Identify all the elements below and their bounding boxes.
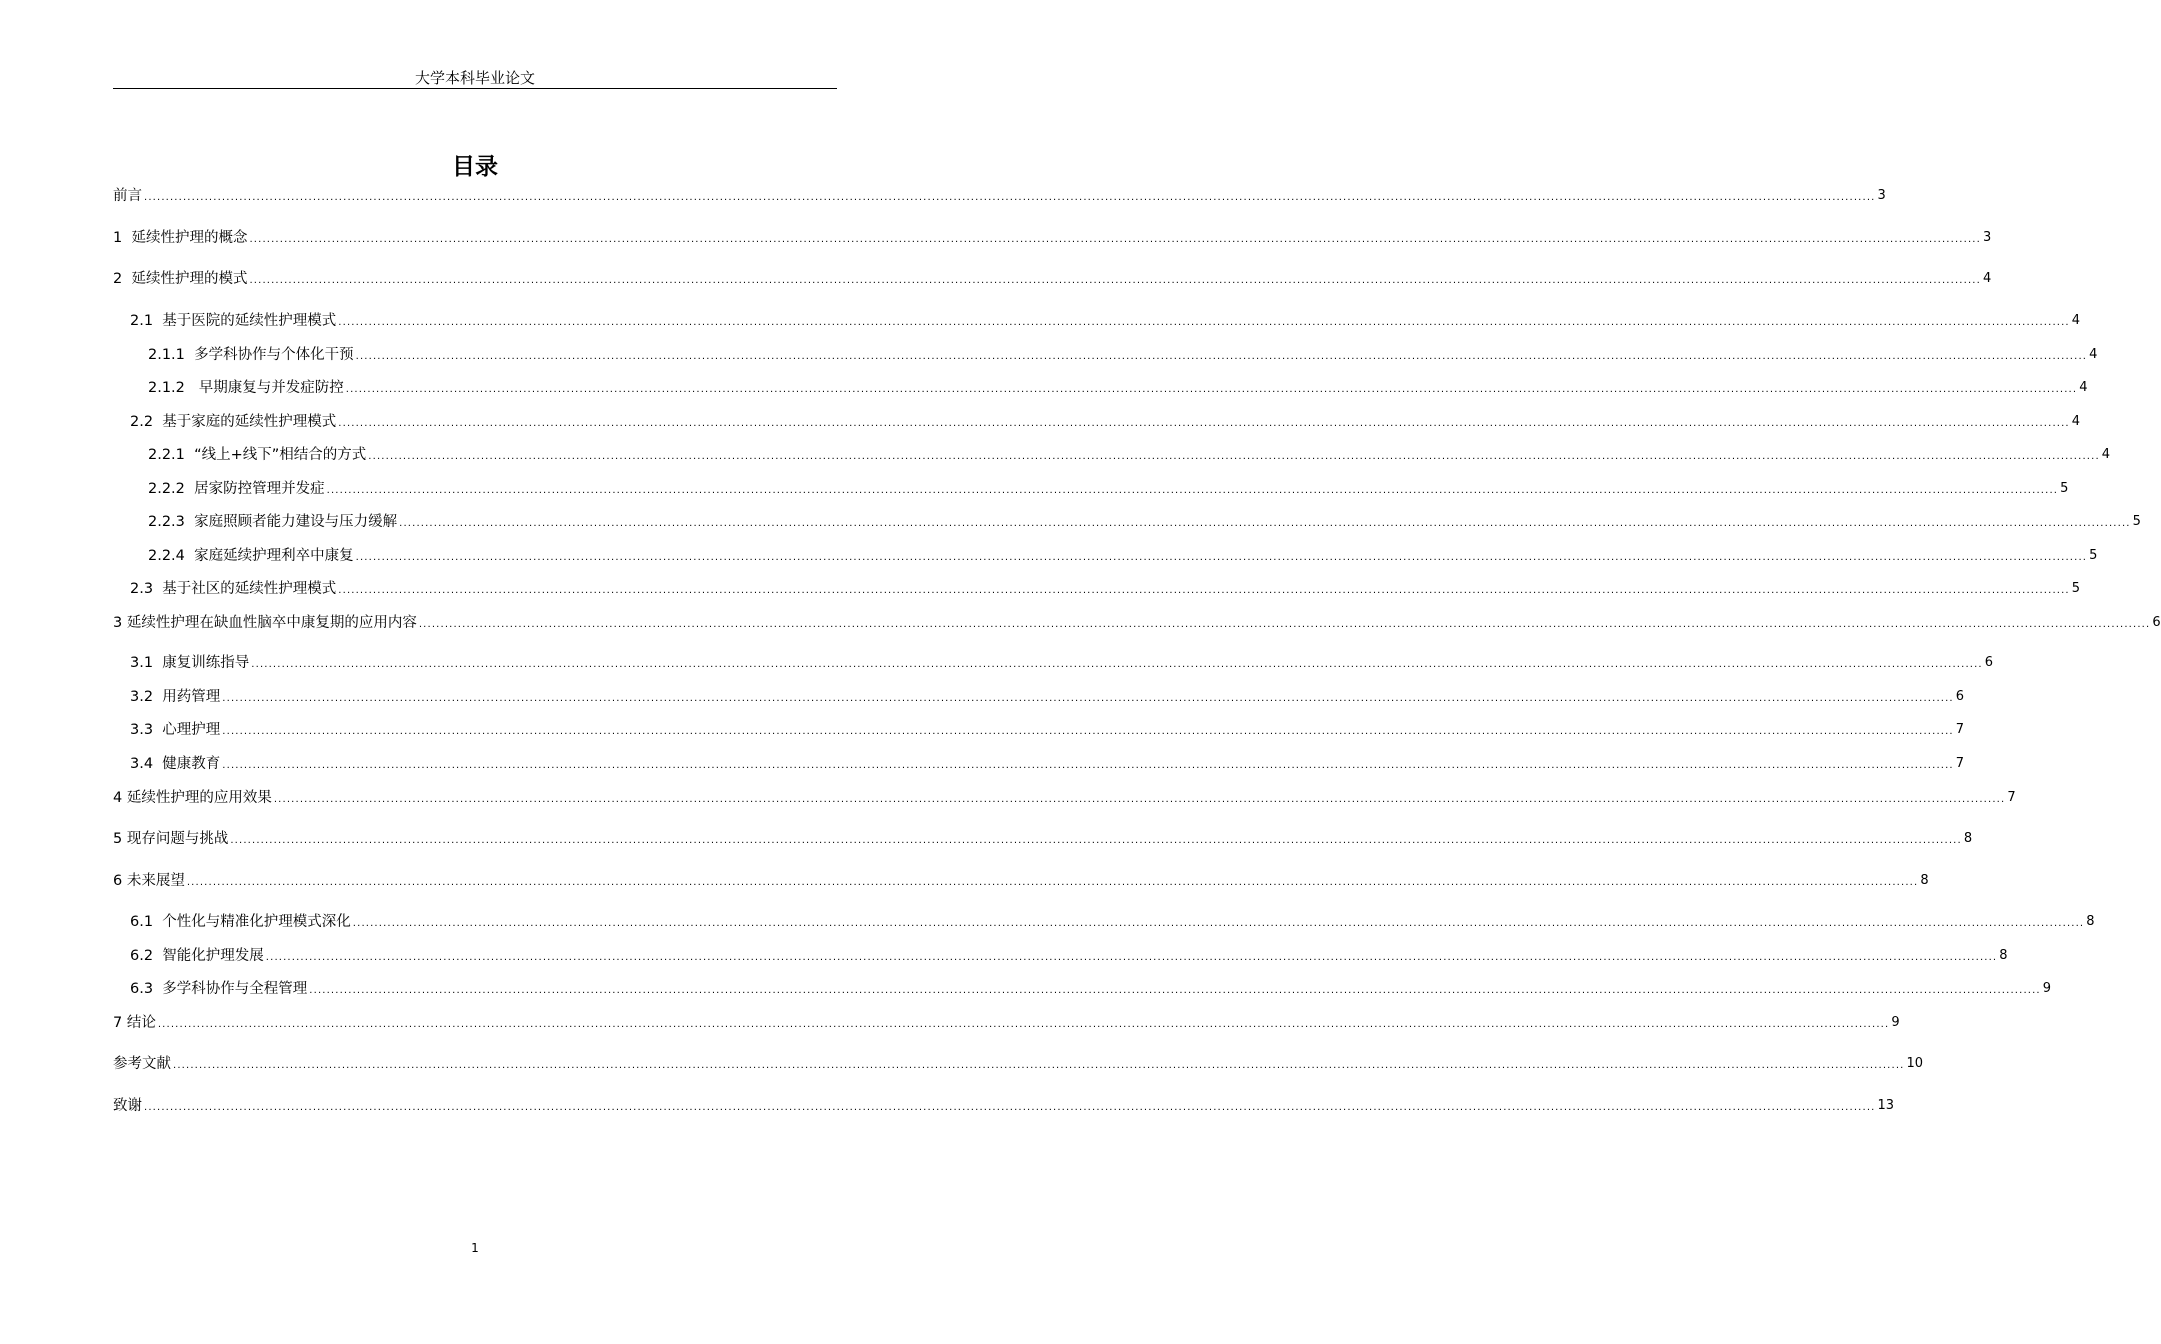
toc-entry[interactable] — [130, 946, 2008, 966]
toc-dot-leader: ................................................................................................................................................................................................................................................................................................................................................................................................................ — [399, 518, 2131, 529]
toc-dot-leader: ................................................................................................................................................................................................................................................................................................................................................................................................................ — [222, 693, 1954, 704]
toc-entry-page: 3 — [1877, 188, 1886, 203]
toc-entry[interactable] — [113, 613, 2161, 633]
toc-entry-label: 2.2 基于家庭的延续性护理模式 — [130, 414, 337, 430]
toc-entry-label: 4 延续性护理的应用效果 — [113, 790, 272, 806]
toc-entry-page: 3 — [1982, 230, 1992, 245]
toc-entry-label: 3.1 康复训练指导 — [130, 655, 250, 671]
running-header: 大学本科毕业论文 — [414, 69, 535, 87]
toc-entry[interactable] — [113, 788, 2016, 808]
toc-entry-label: 3.2 用药管理 — [130, 689, 221, 705]
toc-entry-label: 7 结论 — [113, 1015, 156, 1031]
toc-dot-leader: ................................................................................................................................................................................................................................................................................................................................................................................................................ — [309, 985, 2041, 996]
toc-entry[interactable] — [113, 1054, 1924, 1074]
toc-dot-leader: ................................................................................................................................................................................................................................................................................................................................................................................................................ — [222, 726, 1954, 737]
toc-dot-leader: ................................................................................................................................................................................................................................................................................................................................................................................................................ — [355, 351, 2088, 362]
toc-entry-label: 2.1 基于医院的延续性护理模式 — [130, 313, 337, 329]
toc-dot-leader: ................................................................................................................................................................................................................................................................................................................................................................................................................ — [222, 760, 1954, 771]
toc-entry-label: 前言 — [113, 188, 142, 204]
toc-entry[interactable] — [113, 186, 1886, 206]
toc-entry[interactable] — [130, 687, 1965, 707]
toc-entry-label: 2.3 基于社区的延续性护理模式 — [130, 581, 337, 597]
table-of-contents — [113, 0, 2161, 1200]
toc-entry[interactable] — [130, 912, 2095, 932]
toc-entry-page: 4 — [1982, 271, 1992, 286]
toc-entry-page: 6 — [2152, 615, 2161, 630]
toc-entry-page: 9 — [1891, 1015, 1900, 1030]
toc-entry[interactable] — [130, 412, 2081, 432]
toc-dot-leader: ................................................................................................................................................................................................................................................................................................................................................................................................................ — [157, 1019, 1890, 1030]
toc-entry-label: 1 延续性护理的概念 — [113, 230, 248, 246]
toc-entry-page: 6 — [1984, 655, 1994, 670]
toc-entry-label: 2 延续性护理的模式 — [113, 271, 248, 287]
toc-dot-leader: ................................................................................................................................................................................................................................................................................................................................................................................................................ — [144, 1102, 1876, 1113]
toc-entry-page: 5 — [2132, 514, 2141, 529]
toc-entry-label: 6.2 智能化护理发展 — [130, 948, 264, 964]
toc-dot-leader: ................................................................................................................................................................................................................................................................................................................................................................................................................ — [345, 384, 2078, 395]
toc-entry[interactable] — [130, 653, 1994, 673]
toc-entry-label: 3 延续性护理在缺血性脑卒中康复期的应用内容 — [113, 615, 417, 631]
toc-entry-label: 2.2.3 家庭照顾者能力建设与压力缓解 — [148, 514, 398, 530]
toc-entry[interactable] — [148, 479, 2069, 499]
toc-entry-label: 5 现存问题与挑战 — [113, 831, 229, 847]
toc-entry[interactable] — [130, 754, 1965, 774]
toc-dot-leader: ................................................................................................................................................................................................................................................................................................................................................................................................................ — [352, 918, 2085, 929]
toc-dot-leader: ................................................................................................................................................................................................................................................................................................................................................................................................................ — [249, 234, 1981, 245]
toc-dot-leader: ................................................................................................................................................................................................................................................................................................................................................................................................................ — [251, 659, 1983, 670]
toc-entry-page: 8 — [1999, 948, 2008, 963]
toc-entry-label: 3.3 心理护理 — [130, 722, 221, 738]
toc-entry[interactable] — [130, 720, 1965, 740]
toc-entry[interactable] — [148, 546, 2098, 566]
toc-dot-leader: ................................................................................................................................................................................................................................................................................................................................................................................................................ — [418, 619, 2151, 630]
toc-entry-page: 7 — [1955, 722, 1965, 737]
toc-entry-label: 6 未来展望 — [113, 873, 185, 889]
toc-dot-leader: ................................................................................................................................................................................................................................................................................................................................................................................................................ — [326, 485, 2059, 496]
toc-entry-label: 6.3 多学科协作与全程管理 — [130, 981, 308, 997]
toc-dot-leader: ................................................................................................................................................................................................................................................................................................................................................................................................................ — [249, 275, 1981, 286]
toc-dot-leader: ................................................................................................................................................................................................................................................................................................................................................................................................................ — [338, 418, 2070, 429]
toc-entry-label: 2.1.1 多学科协作与个体化干预 — [148, 347, 354, 363]
toc-dot-leader: ................................................................................................................................................................................................................................................................................................................................................................................................................ — [338, 585, 2070, 596]
toc-entry-page: 8 — [1920, 873, 1929, 888]
toc-title: 目录 — [452, 154, 498, 180]
toc-entry-page: 4 — [2079, 380, 2088, 395]
toc-entry[interactable] — [148, 445, 2111, 465]
toc-entry-page: 5 — [2089, 548, 2098, 563]
toc-entry-label: 致谢 — [113, 1098, 142, 1114]
toc-entry-label: 参考文献 — [113, 1056, 171, 1072]
toc-entry-page: 4 — [2071, 313, 2081, 328]
toc-entry-label: 2.2.1 “线上+线下”相结合的方式 — [148, 447, 367, 463]
toc-entry[interactable] — [148, 345, 2098, 365]
toc-dot-leader: ................................................................................................................................................................................................................................................................................................................................................................................................................ — [144, 192, 1876, 203]
toc-entry-page: 4 — [2089, 347, 2098, 362]
toc-entry[interactable] — [148, 378, 2088, 398]
toc-entry-page: 7 — [2007, 790, 2016, 805]
toc-dot-leader: ................................................................................................................................................................................................................................................................................................................................................................................................................ — [368, 451, 2100, 462]
toc-entry[interactable] — [113, 1096, 1895, 1116]
toc-entry-page: 6 — [1955, 689, 1965, 704]
toc-dot-leader: ................................................................................................................................................................................................................................................................................................................................................................................................................ — [173, 1060, 1905, 1071]
toc-entry[interactable] — [130, 979, 2052, 999]
toc-entry[interactable] — [113, 228, 1992, 248]
toc-entry-page: 4 — [2101, 447, 2111, 462]
toc-entry[interactable] — [130, 579, 2081, 599]
toc-entry-label: 2.2.4 家庭延续护理利卒中康复 — [148, 548, 354, 564]
page-number: 1 — [471, 1241, 479, 1255]
toc-entry[interactable] — [113, 1013, 1900, 1033]
toc-entry-page: 5 — [2071, 581, 2081, 596]
toc-entry-page: 8 — [2086, 914, 2095, 929]
toc-entry[interactable] — [113, 871, 1929, 891]
toc-entry-page: 4 — [2071, 414, 2081, 429]
toc-dot-leader: ................................................................................................................................................................................................................................................................................................................................................................................................................ — [265, 952, 1998, 963]
toc-dot-leader: ................................................................................................................................................................................................................................................................................................................................................................................................................ — [273, 794, 2006, 805]
toc-entry[interactable] — [113, 269, 1992, 289]
toc-entry-page: 13 — [1877, 1098, 1895, 1113]
toc-entry-label: 6.1 个性化与精准化护理模式深化 — [130, 914, 351, 930]
toc-entry-page: 7 — [1955, 756, 1965, 771]
toc-dot-leader: ................................................................................................................................................................................................................................................................................................................................................................................................................ — [186, 877, 1919, 888]
toc-entry-label: 3.4 健康教育 — [130, 756, 221, 772]
toc-entry-page: 10 — [1906, 1056, 1924, 1071]
toc-entry-page: 8 — [1963, 831, 1973, 846]
toc-entry-label: 2.2.2 居家防控管理并发症 — [148, 481, 325, 497]
toc-entry[interactable] — [148, 512, 2141, 532]
toc-entry-label: 2.1.2 早期康复与并发症防控 — [148, 380, 344, 396]
toc-entry-page: 9 — [2042, 981, 2052, 996]
toc-dot-leader: ................................................................................................................................................................................................................................................................................................................................................................................................................ — [338, 317, 2070, 328]
toc-dot-leader: ................................................................................................................................................................................................................................................................................................................................................................................................................ — [355, 552, 2088, 563]
toc-entry[interactable] — [113, 829, 1973, 849]
toc-dot-leader: ................................................................................................................................................................................................................................................................................................................................................................................................................ — [230, 835, 1962, 846]
toc-entry-page: 5 — [2060, 481, 2069, 496]
toc-entry[interactable] — [130, 311, 2081, 331]
